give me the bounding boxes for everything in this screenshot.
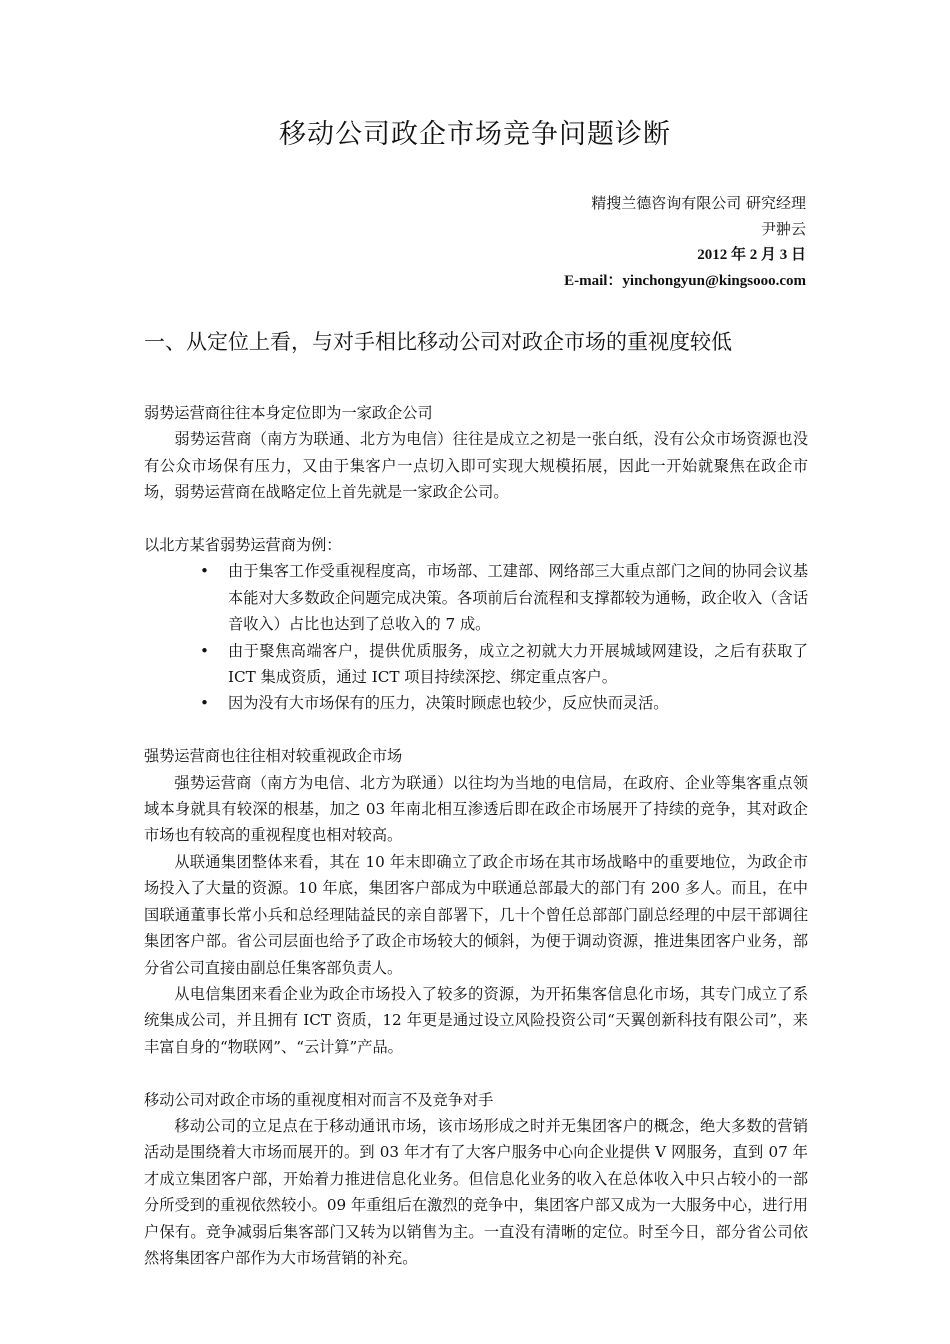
strong-operator-paragraph-3: 从电信集团来看企业为政企市场投入了较多的资源，为开拓集客信息化市场，其专门成立了系统集成公司，并且拥有 ICT 资质，12 年更是通过设立风险投资公司“天翼创新科技有限公司”，来丰富自身的“物联网”、“云计算”产品。 bbox=[144, 984, 808, 1056]
document-title: 移动公司政企市场竞争问题诊断 bbox=[279, 119, 671, 150]
author-name: 尹翀云 bbox=[760, 220, 806, 238]
author-block bbox=[564, 190, 806, 294]
example-intro: 以北方某省弱势运营商为例： bbox=[144, 536, 342, 555]
section-1-body bbox=[144, 400, 808, 1271]
section-1-heading: 一、从定位上看，与对手相比移动公司对政企市场的重视度较低 bbox=[144, 330, 732, 354]
strong-operator-paragraph-1: 强势运营商（南方为电信、北方为联通）以往均为当地的电信局，在政府、企业等集客重点领域本身就具有较深的根基，加之 03 年南北相互渗透后即在政企市场展开了持续的竞争，其对政企市场也有较高的重视程度也相对较高。 bbox=[144, 773, 808, 845]
weak-operator-paragraph: 弱势运营商（南方为联通、北方为电信）往往是成立之初是一张白纸，没有公众市场资源也没有公众市场保有压力，又由于集客户一点切入即可实现大规模拓展，因此一开始就聚焦在政企市场，弱势运营商在战略定位上首先就是一家政企公司。 bbox=[144, 430, 808, 502]
author-company-role: 精搜兰德咨询有限公司 研究经理 bbox=[591, 194, 806, 212]
bullet-icon: • bbox=[200, 562, 209, 581]
author-email: E-mail：yinchongyun@kingsooo.com bbox=[564, 273, 806, 289]
bullet-text: 由于集客工作受重视程度高，市场部、工建部、网络部三大重点部门之间的协同会议基本能对大多数政企问题完成决策。各项前后台流程和支撑都较为通畅，政企收入（含话音收入）占比也达到了总收入的 7 成。 bbox=[228, 562, 808, 634]
mobile-subtitle: 移动公司对政企市场的重视度相对而言不及竞争对手 bbox=[144, 1090, 494, 1109]
strong-operator-subtitle: 强势运营商也往往相对较重视政企市场 bbox=[144, 747, 403, 766]
bullet-icon: • bbox=[200, 694, 209, 713]
bullet-text: 因为没有大市场保有的压力，决策时顾虑也较少，反应快而灵活。 bbox=[228, 694, 669, 713]
bullet-icon: • bbox=[200, 641, 209, 660]
list-item bbox=[144, 558, 808, 637]
list-item bbox=[144, 690, 808, 716]
weak-operator-subtitle: 弱势运营商往往本身定位即为一家政企公司 bbox=[144, 404, 433, 422]
example-bullet-list bbox=[144, 558, 808, 716]
strong-operator-paragraph-2: 从联通集团整体来看，其在 10 年末即确立了政企市场在其市场战略中的重要地位，为政企市场投入了大量的资源。10 年底，集团客户部成为中联通总部最大的部门有 200 多人。而且，在中国联通董事长常小兵和总经理陆益民的亲自部署下，几十个曾任总部部门副总经理的中层干部调往集团客户部。省公司层面也给予了政企市场较大的倾斜，为便于调动资源，推进集团客户业务，部分省公司直接由副总任集客部负责人。 bbox=[144, 852, 808, 977]
mobile-paragraph: 移动公司的立足点在于移动通讯市场，该市场形成之时并无集团客户的概念，绝大多数的营销活动是围绕着大市场而展开的。到 03 年才有了大客户服务中心向企业提供 V 网服务，直到 07 年才成立集团客户部，开始着力推进信息化业务。但信息化业务的收入在总体收入中只占较小的一部分所受到的重视依然较小。09 年重组后在激烈的竞争中，集团客户部又成为一大服务中心，进行用户保有。竞争减弱后集客部门又转为以销售为主。一直没有清晰的定位。时至今日，部分省公司依然将集团客户部作为大市场营销的补充。 bbox=[144, 1116, 808, 1267]
list-item bbox=[144, 638, 808, 691]
bullet-text: 由于聚焦高端客户，提供优质服务，成立之初就大力开展城域网建设，之后有获取了 ICT 集成资质，通过 ICT 项目持续深挖、绑定重点客户。 bbox=[228, 641, 808, 687]
author-date: 2012 年 2 月 3 日 bbox=[697, 247, 806, 263]
